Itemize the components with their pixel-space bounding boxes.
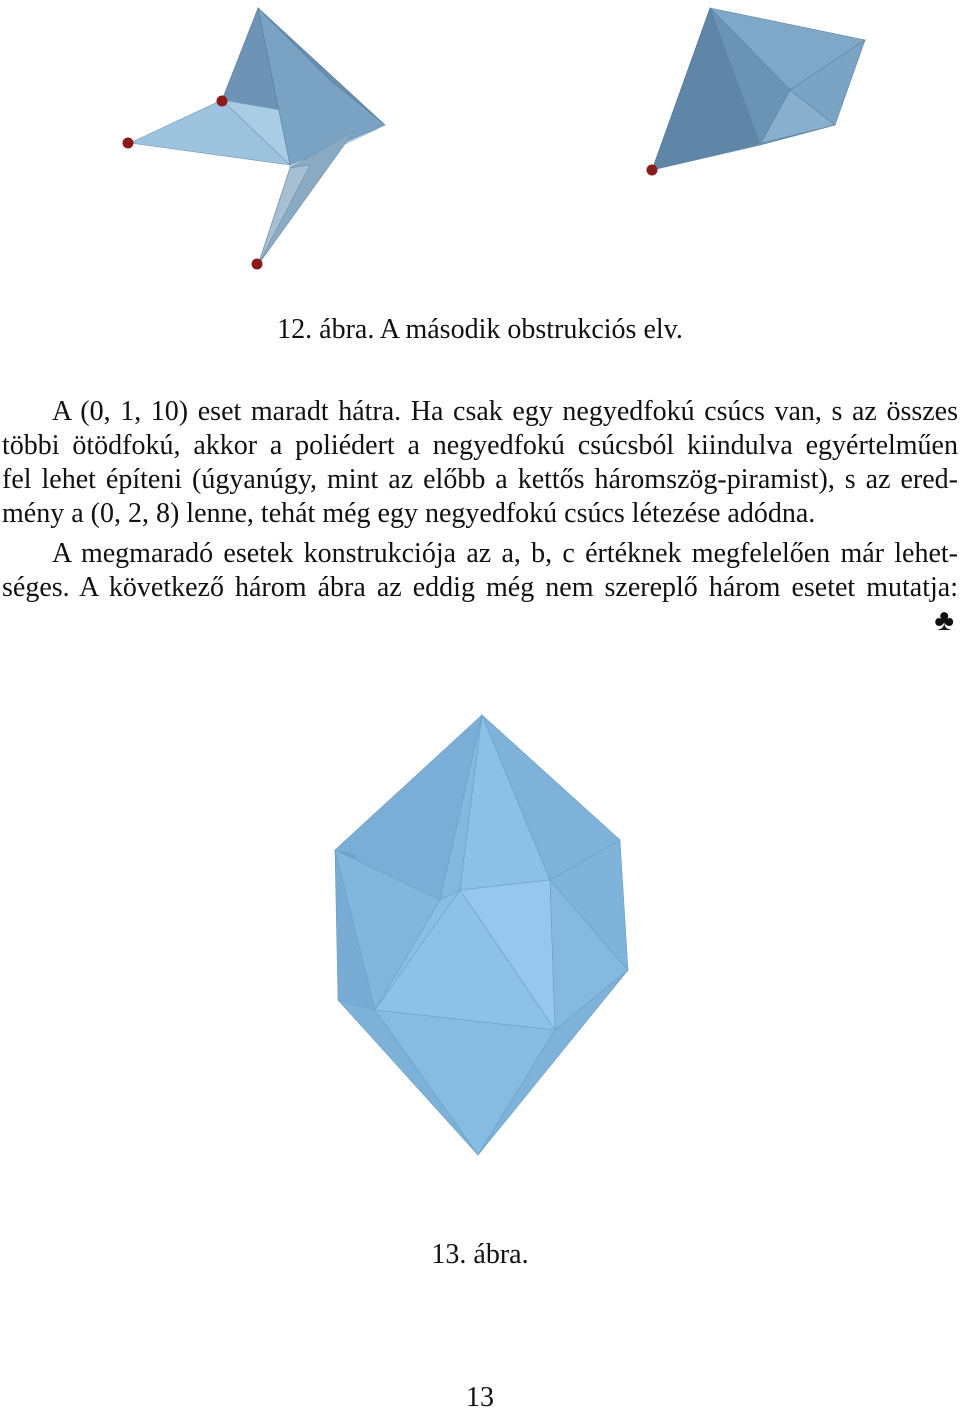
figure-13-caption: 13. ábra. <box>431 1239 529 1270</box>
text-line: mény a (0, 2, 8) lenne, tehát még egy negyedfokú csúcs létezése adódna. <box>2 498 816 529</box>
figure-13-polyhedron <box>320 700 650 1170</box>
vertex-marker <box>252 259 263 270</box>
page-number: 13 <box>466 1382 494 1413</box>
text-line: séges. A következő három ábra az eddig még nem szereplő három esetet mutatja: <box>2 572 958 603</box>
vertex-marker <box>647 165 658 176</box>
figure-12-caption: 12. ábra. A második obstrukciós elv. <box>277 314 683 345</box>
paragraph-1 <box>2 395 958 531</box>
text-line: A (0, 1, 10) eset maradt hátra. Ha csak egy negyedfokú csúcs van, s az összes <box>52 396 958 427</box>
club-end-symbol: ♣ <box>934 604 954 637</box>
face <box>258 165 310 265</box>
text-line: A megmaradó esetek konstrukciója az a, b, c értéknek megfelelően már lehet- <box>52 538 958 569</box>
figure-12-left-polyhedron <box>110 0 410 280</box>
text-line: fel lehet építeni (úgyanúgy, mint az előbb a kettős háromszög-piramist), s az ered- <box>2 464 958 495</box>
paragraph-2 <box>2 537 958 605</box>
text-line: többi ötödfokú, akkor a poliédert a negyedfokú csúcsból kiindulva egyértelműen <box>2 430 958 461</box>
vertex-marker <box>123 138 134 149</box>
figure-12-right-polyhedron <box>640 0 880 190</box>
vertex-marker <box>217 96 228 107</box>
